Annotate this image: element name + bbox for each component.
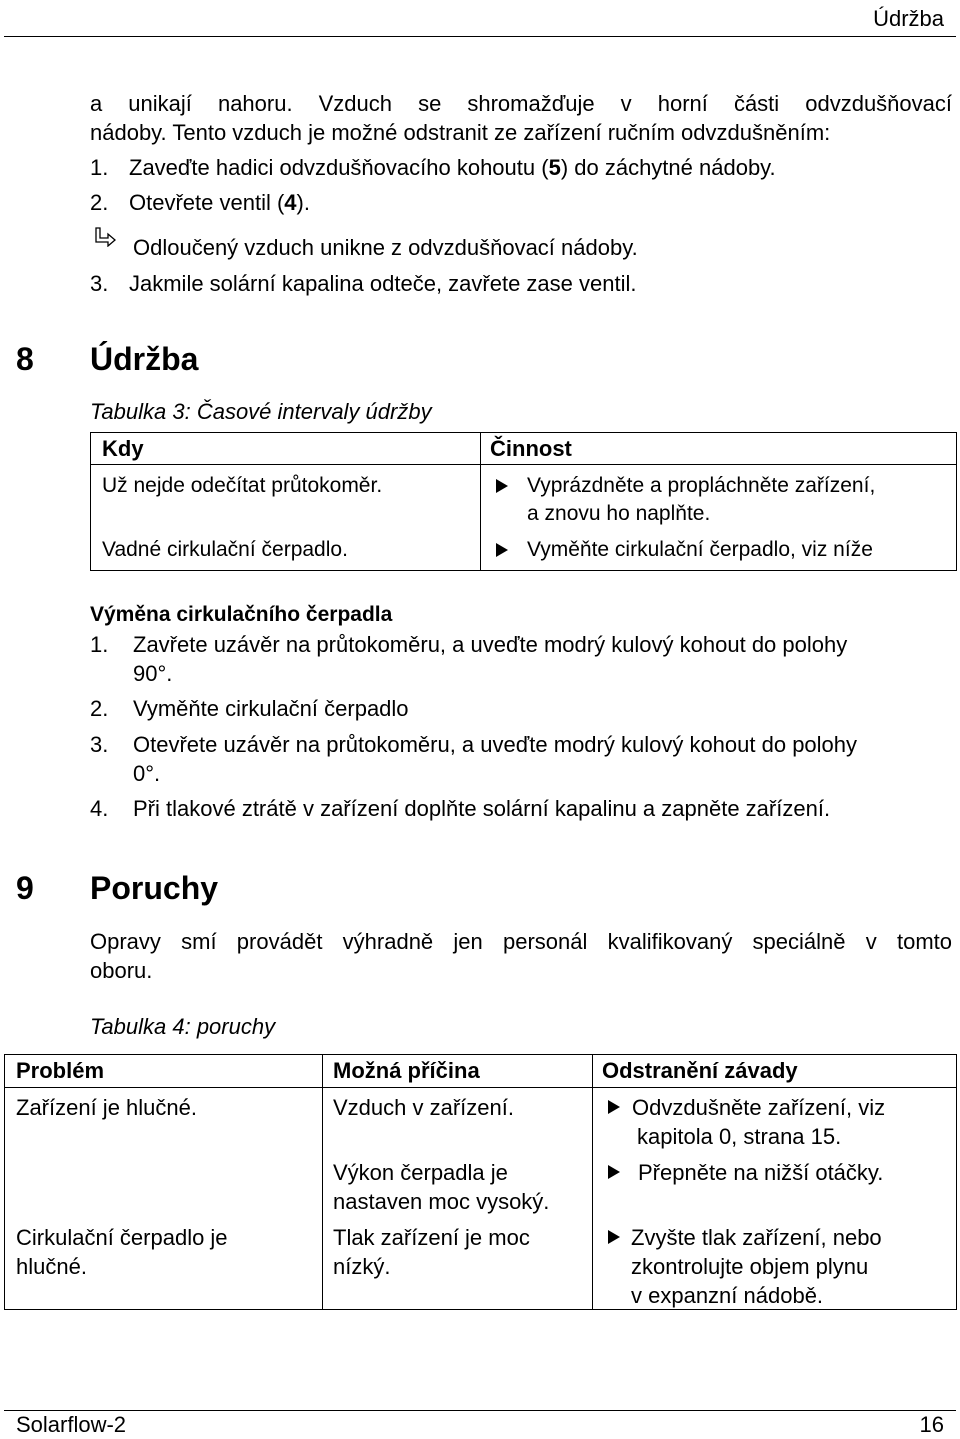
fault-row-2-cause-line-2: nastaven moc vysoký. — [333, 1189, 550, 1214]
section-9-title: Poruchy — [90, 870, 219, 906]
table-row-2-when: Vadné cirkulační čerpadlo. — [102, 538, 348, 561]
intro-step-1-number: 1. — [90, 155, 109, 180]
part-number-5: 5 — [548, 155, 561, 180]
fault-row-1-problem: Zařízení je hlučné. — [16, 1095, 197, 1120]
table-row-1-when: Už nejde odečítat průtokoměr. — [102, 474, 383, 497]
intro-step-3-number: 3. — [90, 271, 109, 296]
pump-step-2: Vyměňte cirkulační čerpadlo — [133, 696, 409, 721]
pump-step-2-number: 2. — [90, 696, 109, 721]
fault-row-3-problem-line-2: hlučné. — [16, 1254, 87, 1279]
table-3-caption: Tabulka 3: Časové intervaly údržby — [90, 399, 432, 424]
pump-replacement-title: Výměna cirkulačního čerpadla — [90, 603, 393, 626]
fault-row-2-fix: Přepněte na nižší otáčky. — [638, 1160, 884, 1185]
table-header-cause: Možná příčina — [333, 1058, 480, 1083]
fault-row-1-fix-line-1: Odvzdušněte zařízení, viz — [632, 1095, 886, 1120]
pump-step-3-line-1: Otevřete uzávěr na průtokoměru, a uveďte modrý kulový kohout do polohy — [133, 732, 858, 757]
table-4-caption: Tabulka 4: poruchy — [90, 1014, 276, 1039]
intro-step-2: Otevřete ventil (4). — [129, 190, 310, 215]
table-header-activity: Činnost — [490, 436, 572, 461]
faults-paragraph-line-1: Opravy smí provádět výhradně jen personál kvalifikovaný speciálně v tomto — [90, 929, 952, 954]
intro-line-1: a unikají nahoru. Vzduch se shromažďuje v horní části odvzdušňovací — [90, 91, 952, 116]
part-number-4: 4 — [284, 190, 297, 215]
fault-row-3-fix-line-1: Zvyšte tlak zařízení, nebo — [631, 1225, 882, 1250]
fault-row-3-cause-line-1: Tlak zařízení je moc — [333, 1225, 530, 1250]
bullet-triangle-icon — [496, 479, 508, 493]
bullet-triangle-icon — [496, 543, 508, 557]
intro-result: Odloučený vzduch unikne z odvzdušňovací nádoby. — [133, 235, 638, 260]
intro-step-1: Zaveďte hadici odvzdušňovacího kohoutu (5) do záchytné nádoby. — [129, 155, 776, 180]
running-header-title: Údržba — [873, 6, 944, 31]
table-row-1-action-line-1: Vyprázdněte a propláchněte zařízení, — [527, 474, 876, 497]
section-9-number: 9 — [16, 870, 34, 906]
section-8-number: 8 — [16, 341, 34, 377]
table-row-2-action: Vyměňte cirkulační čerpadlo, viz níže — [527, 538, 873, 561]
fault-row-3-cause-line-2: nízký. — [333, 1254, 391, 1279]
bullet-triangle-icon — [608, 1100, 620, 1114]
footer-product-name: Solarflow-2 — [16, 1412, 127, 1437]
intro-step-3: Jakmile solární kapalina odteče, zavřete zase ventil. — [129, 271, 637, 296]
pump-step-4-number: 4. — [90, 796, 109, 821]
faults-paragraph-line-2: oboru. — [90, 958, 153, 983]
pump-step-3-line-2: 0°. — [133, 761, 161, 786]
table-header-remedy: Odstranění závady — [602, 1058, 798, 1083]
bullet-triangle-icon — [608, 1230, 620, 1244]
bullet-triangle-icon — [608, 1165, 620, 1179]
pump-step-4: Při tlakové ztrátě v zařízení doplňte solární kapalinu a zapněte zařízení. — [133, 796, 831, 821]
pump-step-1-line-2: 90°. — [133, 661, 173, 686]
fault-row-3-fix-line-2: zkontrolujte objem plynu — [631, 1254, 869, 1279]
table-header-problem: Problém — [16, 1058, 105, 1083]
fault-row-2-cause-line-1: Výkon čerpadla je — [333, 1160, 508, 1185]
footer-page-number: 16 — [919, 1412, 944, 1437]
intro-step-2-number: 2. — [90, 190, 109, 215]
pump-step-1-line-1: Zavřete uzávěr na průtokoměru, a uveďte modrý kulový kohout do polohy — [133, 632, 848, 657]
fault-row-3-problem-line-1: Cirkulační čerpadlo je — [16, 1225, 228, 1250]
pump-step-3-number: 3. — [90, 732, 109, 757]
header-rule — [4, 36, 956, 37]
section-8-title: Údržba — [90, 341, 199, 377]
intro-line-2: nádoby. Tento vzduch je možné odstranit ze zařízení ručním odvzdušněním: — [90, 120, 831, 145]
fault-row-1-fix-line-2: kapitola 0, strana 15. — [637, 1124, 842, 1149]
table-header-when: Kdy — [102, 436, 144, 461]
pump-step-1-number: 1. — [90, 632, 109, 657]
fault-row-3-fix-line-3: v expanzní nádobě. — [631, 1283, 824, 1308]
result-arrow-icon — [94, 227, 118, 247]
footer-rule — [4, 1410, 956, 1411]
table-row-1-action-line-2: a znovu ho naplňte. — [527, 502, 711, 525]
fault-row-1-cause: Vzduch v zařízení. — [333, 1095, 514, 1120]
